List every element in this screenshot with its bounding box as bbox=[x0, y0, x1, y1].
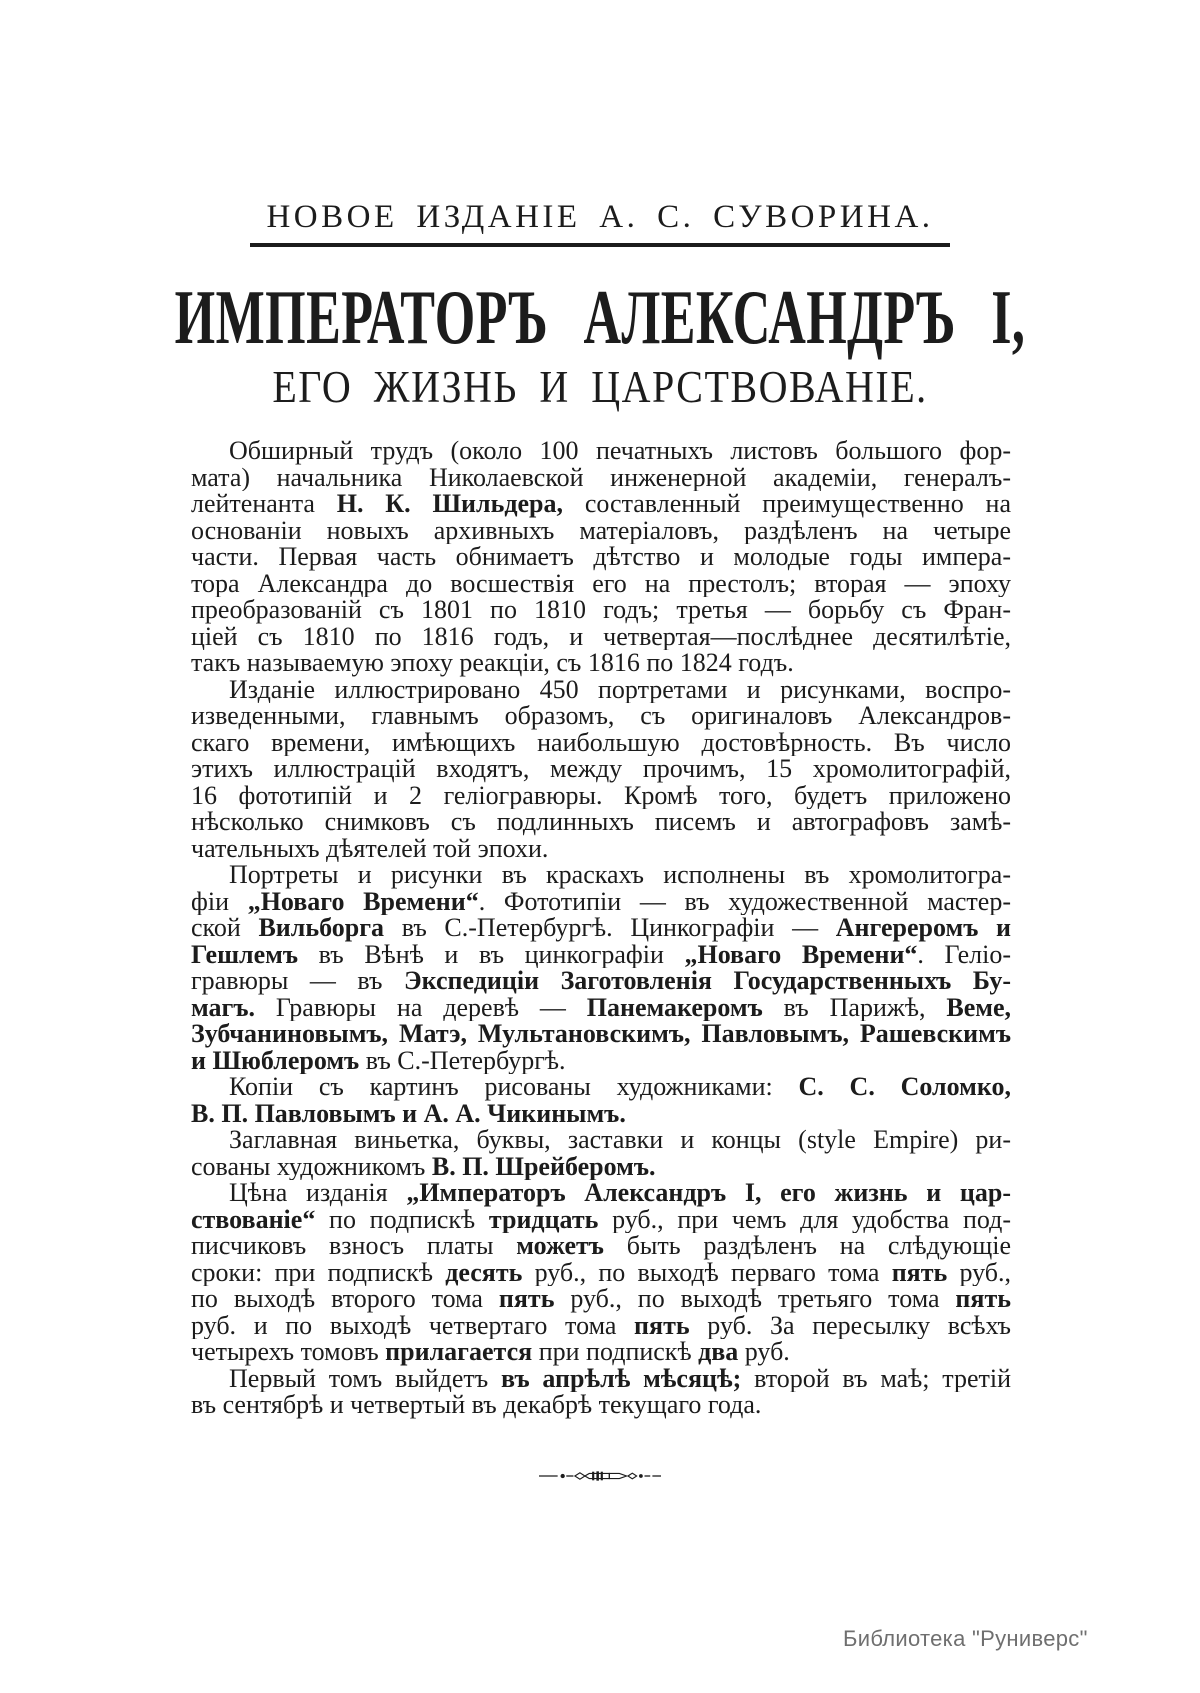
edition-header: НОВОЕ ИЗДАНІЕ А. С. СУВОРИНА. bbox=[266, 199, 934, 235]
text-line: сроки: при подпискѣ десять руб., по выходѣ перваго тома пять руб., bbox=[191, 1259, 1011, 1286]
text-line: части. Первая часть обнимаетъ дѣтство и молодые годы импера- bbox=[191, 544, 1011, 571]
text-line: Зубчаниновымъ, Матэ, Мультановскимъ, Павловымъ, Рашевскимъ bbox=[191, 1021, 1011, 1048]
text-line: ской Вильборга въ С.-Петербургѣ. Цинкографіи — Ангереромъ и bbox=[191, 915, 1011, 942]
text-line: преобразованій съ 1801 по 1810 годъ; третья — борьбу съ Фран- bbox=[191, 597, 1011, 624]
text-line: гравюры — въ Экспедиціи Заготовленія Государственныхъ Бу- bbox=[191, 968, 1011, 995]
book-subtitle: ЕГО ЖИЗНЬ И ЦАРСТВОВАНІЕ. bbox=[272, 360, 928, 413]
text-line: Гешлемъ въ Вѣнѣ и въ цинкографіи „Новаго Времени“. Геліо- bbox=[191, 941, 1011, 968]
text-line: фіи „Новаго Времени“. Фототипіи — въ художественной мастер- bbox=[191, 888, 1011, 915]
text-line: лейтенанта Н. К. Шильдера, составленный преимущественно на bbox=[191, 491, 1011, 518]
text-line: нѣсколько снимковъ съ подлинныхъ писемъ и автографовъ замѣ- bbox=[191, 809, 1011, 836]
text-line: ствованіе“ по подпискѣ тридцать руб., при чемъ для удобства под- bbox=[191, 1206, 1011, 1233]
text-line: тора Александра до восшествія его на престолъ; вторая — эпоху bbox=[191, 570, 1011, 597]
text-line: Портреты и рисунки въ краскахъ исполнены въ хромолитогра- bbox=[229, 862, 1011, 889]
text-line: Обширный трудъ (около 100 печатныхъ листовъ большого фор- bbox=[229, 438, 1011, 465]
text-line: четырехъ томовъ прилагается при подпискѣ два руб. bbox=[191, 1339, 790, 1366]
text-line: Первый томъ выйдетъ въ апрѣлѣ мѣсяцѣ; второй въ маѣ; третій bbox=[229, 1365, 1011, 1392]
text-line: сованы художникомъ В. П. Шрейберомъ. bbox=[191, 1153, 656, 1180]
text-line: изведенными, главнымъ образомъ, съ оригиналовъ Александров- bbox=[191, 703, 1011, 730]
text-line: въ сентябрѣ и четвертый въ декабрѣ текущаго года. bbox=[191, 1392, 762, 1419]
text-line: такъ называемую эпоху реакціи, съ 1816 по 1824 годъ. bbox=[191, 650, 794, 677]
text-line: В. П. Павловымъ и А. А. Чикинымъ. bbox=[191, 1100, 626, 1127]
body-text bbox=[191, 438, 1011, 1419]
text-line: мата) начальника Николаевской инженерной академіи, генералъ- bbox=[191, 464, 1011, 491]
text-line: скаго времени, имѣющихъ наибольшую достовѣрность. Въ число bbox=[191, 729, 1011, 756]
text-line: Изданіе иллюстрировано 450 портретами и рисунками, воспро- bbox=[229, 676, 1011, 703]
text-line: и Шюблеромъ въ С.-Петербургѣ. bbox=[191, 1047, 566, 1074]
text-line: по выходѣ второго тома пять руб., по выходѣ третьяго тома пять bbox=[191, 1286, 1011, 1313]
text-line: этихъ иллюстрацій входятъ, между прочимъ, 15 хромолитографій, bbox=[191, 756, 1011, 783]
text-line: магъ. Гравюры на деревѣ — Панемакеромъ въ Парижѣ, Веме, bbox=[191, 994, 1011, 1021]
text-line: Цѣна изданія „Императоръ Александръ I, его жизнь и цар- bbox=[229, 1180, 1011, 1207]
text-line: Копіи съ картинъ рисованы художниками: С. С. Соломко, bbox=[229, 1074, 1011, 1101]
text-line: руб. и по выходѣ четвертаго тома пять руб. За пересылку всѣхъ bbox=[191, 1312, 1011, 1339]
text-line: чательныхъ дѣятелей той эпохи. bbox=[191, 835, 549, 862]
book-title: ИМПЕРАТОРЪ АЛЕКСАНДРЪ I, bbox=[174, 275, 1026, 361]
text-line: 16 фототипій и 2 геліогравюры. Кромѣ того, будетъ приложено bbox=[191, 782, 1011, 809]
header-underline bbox=[250, 243, 950, 247]
text-line: основаніи новыхъ архивныхъ матеріаловъ, раздѣленъ на четыре bbox=[191, 517, 1011, 544]
text-line: писчиковъ взносъ платы можетъ быть раздѣленъ на слѣдующіе bbox=[191, 1233, 1011, 1260]
tailpiece-ornament-icon bbox=[539, 1468, 661, 1484]
text-line: Заглавная виньетка, буквы, заставки и концы (style Empire) ри- bbox=[229, 1127, 1011, 1154]
text-line: ціей съ 1810 по 1816 годъ, и четвертая—послѣднее десятилѣтіе, bbox=[191, 623, 1011, 650]
watermark: Библиотека "Руниверс" bbox=[843, 1626, 1088, 1651]
